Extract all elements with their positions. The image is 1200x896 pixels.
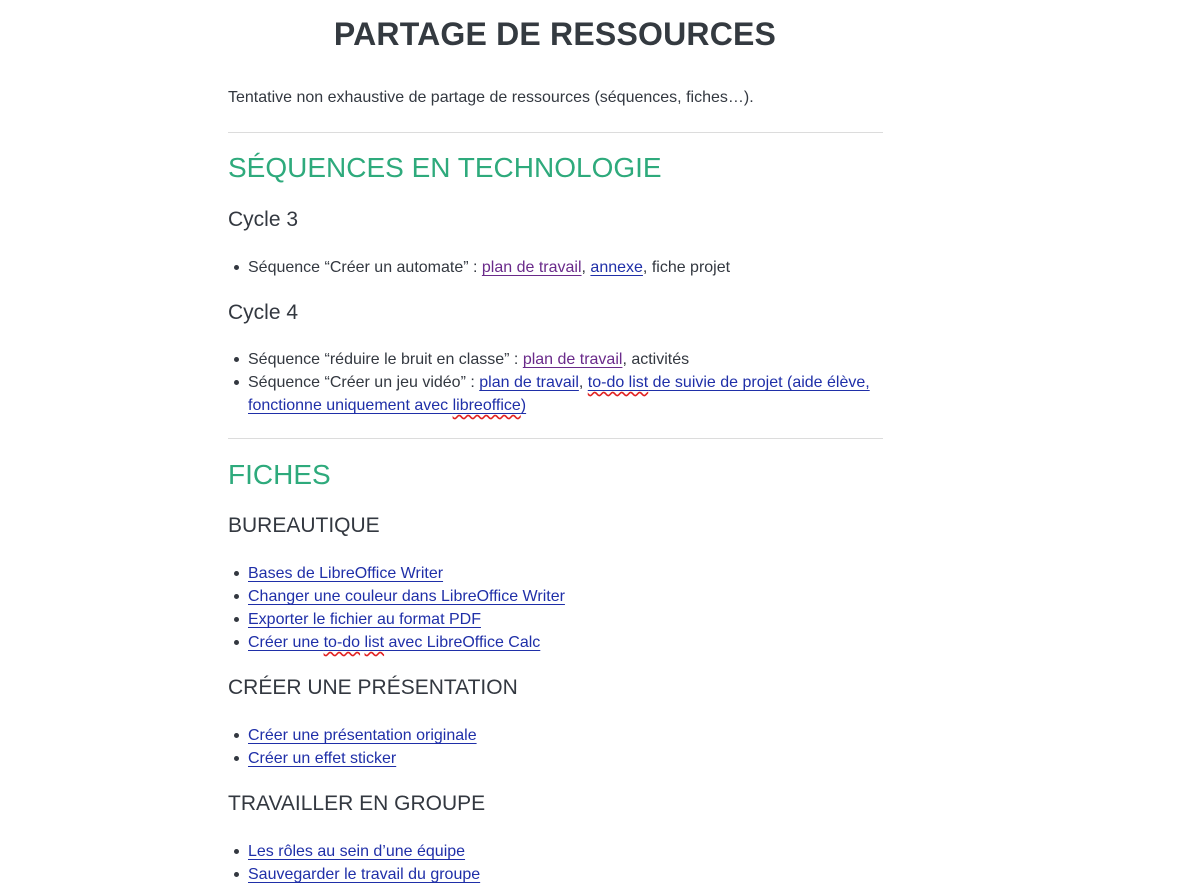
roles-equipe-link[interactable]: Les rôles au sein d’une équipe: [248, 843, 466, 860]
groupe-list: [228, 840, 883, 886]
link-text: de suivie de projet (aide élève, fonctionne uniquement avec: [248, 374, 870, 414]
cycle4-heading: Cycle 4: [228, 301, 299, 324]
fiches-heading: FICHES: [228, 459, 331, 490]
link-text: to-do list: [587, 374, 649, 391]
bullet-icon: [234, 594, 239, 599]
writer-color-link[interactable]: Changer une couleur dans LibreOffice Writer: [248, 588, 565, 605]
list-item: [248, 608, 883, 631]
link-text: avec LibreOffice Calc: [384, 634, 541, 651]
bullet-icon: [234, 872, 239, 877]
plan-de-travail-link[interactable]: plan de travail: [479, 374, 579, 391]
sauvegarder-groupe-link[interactable]: Sauvegarder le travail du groupe: [248, 866, 481, 883]
plan-de-travail-link[interactable]: plan de travail: [522, 351, 623, 368]
item-text: , activités: [622, 351, 690, 368]
bullet-icon: [234, 617, 239, 622]
bullet-icon: [234, 571, 239, 576]
list-item: [248, 747, 883, 770]
calc-todo-link[interactable]: [248, 634, 540, 651]
list-item: [248, 348, 883, 371]
cycle3-list: [228, 256, 883, 279]
list-item: [248, 562, 883, 585]
bullet-icon: [234, 849, 239, 854]
page-title: PARTAGE DE RESSOURCES: [333, 16, 777, 52]
bullet-icon: [234, 756, 239, 761]
item-text: ,: [581, 259, 591, 276]
divider: [228, 132, 883, 133]
divider: [228, 438, 883, 439]
item-text: , fiche projet: [642, 259, 731, 276]
list-item: [248, 631, 883, 654]
link-text: Créer une: [248, 634, 324, 651]
effet-sticker-link[interactable]: Créer un effet sticker: [248, 750, 397, 767]
item-text: ,: [578, 374, 588, 391]
annexe-link[interactable]: annexe: [590, 259, 643, 276]
bureautique-heading: BUREAUTIQUE: [228, 514, 380, 537]
link-text: ): [520, 397, 527, 414]
list-item: [248, 863, 883, 886]
bullet-icon: [234, 640, 239, 645]
cycle3-heading: Cycle 3: [228, 208, 299, 231]
bullet-icon: [234, 357, 239, 362]
list-item: [248, 585, 883, 608]
intro-text: Tentative non exhaustive de partage de ressources (séquences, fiches…).: [228, 89, 754, 106]
link-text: libreoffice: [452, 397, 521, 414]
bullet-icon: [234, 733, 239, 738]
presentation-originale-link[interactable]: Créer une présentation originale: [248, 727, 477, 744]
list-item: [248, 256, 883, 279]
writer-basics-link[interactable]: Bases de LibreOffice Writer: [248, 565, 444, 582]
list-item: [248, 724, 883, 747]
link-text: to-do: [323, 634, 361, 651]
bureautique-list: [228, 562, 883, 654]
bullet-icon: [234, 380, 239, 385]
list-item: [248, 371, 883, 417]
link-text: list: [364, 634, 385, 651]
sequences-heading: SÉQUENCES EN TECHNOLOGIE: [228, 152, 662, 183]
list-item: [248, 840, 883, 863]
groupe-heading: TRAVAILLER EN GROUPE: [228, 792, 486, 815]
plan-de-travail-link[interactable]: plan de travail: [481, 259, 582, 276]
cycle4-list: [228, 348, 883, 417]
item-text: Séquence “Créer un automate” :: [248, 259, 482, 276]
bullet-icon: [234, 265, 239, 270]
presentation-list: [228, 724, 883, 770]
export-pdf-link[interactable]: Exporter le fichier au format PDF: [248, 611, 481, 628]
presentation-heading: CRÉER UNE PRÉSENTATION: [228, 676, 518, 699]
item-text: Séquence “Créer un jeu vidéo” :: [248, 374, 480, 391]
item-text: Séquence “réduire le bruit en classe” :: [248, 351, 523, 368]
